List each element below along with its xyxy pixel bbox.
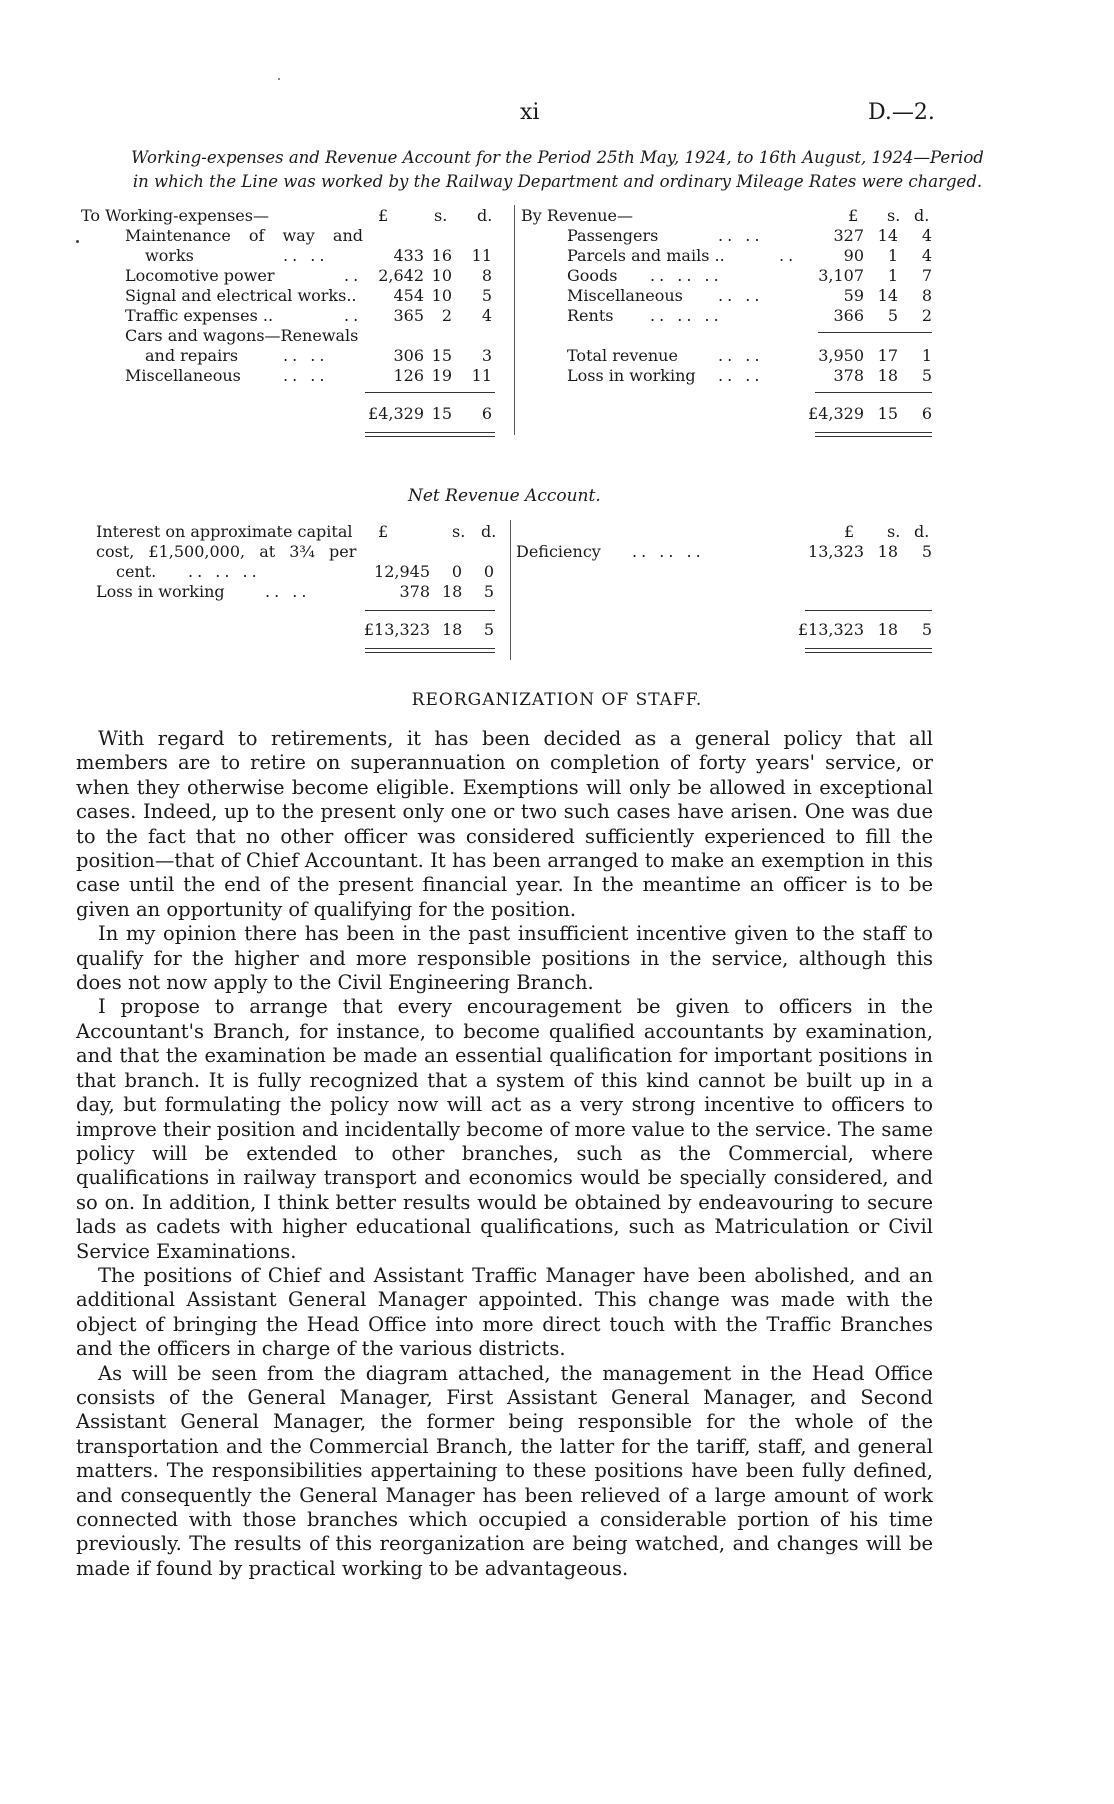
- debit-row-label: Locomotive power: [125, 266, 275, 285]
- credit-row-label: Parcels and mails ..: [567, 246, 725, 265]
- debit-double-rule-top: [365, 432, 495, 433]
- credit-row-leader: ..: [779, 246, 798, 265]
- ledger-divider: [514, 205, 515, 435]
- net-credit-leader: .. .. ..: [632, 542, 705, 561]
- debit-row-shillings: 15: [431, 346, 452, 365]
- credit-row-leader: .. .. ..: [650, 306, 723, 325]
- debit-total-pounds: £4,329: [368, 404, 424, 423]
- net-debit-leader: .. .. ..: [188, 562, 261, 581]
- credit-row-pence: 4: [921, 226, 932, 245]
- debit-row-pounds: 433: [393, 246, 424, 265]
- credit-row-label: Goods: [567, 266, 618, 285]
- paragraph: With regard to retirements, it has been decided as a general policy that all members are to retire on superannuation on completion of forty years' service, or when they otherwise become eligible. Exemptions will only be allowed in exceptional cases. Indeed, up to the present only one or two such cases have arisen. One was due to the fact that no other officer was considered sufficiently experienced to fill the position—that of Chief Accountant. It has been arranged to make an exemption in this case until the end of the present financial year. In the meantime an officer is to be given an opportunity of qualifying for the position.: [76, 727, 933, 921]
- debit-row-leader: .. ..: [283, 246, 329, 265]
- debit-row-pence: 11: [471, 246, 492, 265]
- debit-row-pence: 11: [471, 366, 492, 385]
- credit-row-shillings: 5: [887, 306, 898, 325]
- debit-row-label: Signal and electrical works..: [125, 286, 357, 305]
- debit-row-pence: 4: [481, 306, 492, 325]
- net-debit-leader: .. ..: [265, 582, 311, 601]
- credit-row-leader: .. ..: [718, 226, 764, 245]
- col-pence: d.: [914, 206, 930, 225]
- scan-speck: [278, 78, 280, 80]
- credit-row-pence: 8: [921, 286, 932, 305]
- net-debit-total-pence: 5: [483, 620, 494, 639]
- credit-heading: By Revenue—: [521, 206, 633, 225]
- credit-row-pounds: 366: [833, 306, 864, 325]
- debit-total-rule: [365, 392, 495, 393]
- section-body: [76, 727, 933, 1581]
- debit-row-label: Miscellaneous: [125, 366, 241, 385]
- col-pound: £: [378, 522, 389, 541]
- col-pound: £: [378, 206, 389, 225]
- credit-row-label: Rents: [567, 306, 614, 325]
- credit-row-pence: 4: [921, 246, 932, 265]
- debit-row-pounds: 126: [393, 366, 424, 385]
- debit-row-leader: ..: [344, 306, 363, 325]
- debit-heading: To Working-expenses—: [81, 206, 269, 225]
- credit-subtotal-pence: 1: [921, 346, 932, 365]
- net-credit-shillings: 18: [877, 542, 898, 561]
- credit-subtotal-rule: [818, 332, 932, 333]
- net-debit-line: Interest on approximate capital: [96, 522, 353, 541]
- net-debit-line: Loss in working: [96, 582, 225, 601]
- net-debit-total-pounds: £13,323: [363, 620, 430, 639]
- account-caption-line-2: in which the Line was worked by the Railway Department and ordinary Mileage Rates were charged.: [132, 172, 983, 191]
- col-pence: d.: [914, 522, 930, 541]
- credit-row-pence: 2: [921, 306, 932, 325]
- debit-row-leader: .. ..: [283, 366, 329, 385]
- net-credit-double-rule-bottom: [805, 652, 932, 653]
- debit-row-pounds: 454: [393, 286, 424, 305]
- credit-double-rule-bottom: [815, 436, 932, 437]
- net-credit-pounds: 13,323: [808, 542, 864, 561]
- account-caption-line-1: Working-expenses and Revenue Account for the Period 25th May, 1924, to 16th August, 1924—Period: [131, 148, 984, 167]
- credit-total-shillings: 15: [877, 404, 898, 423]
- debit-row-shillings: 10: [431, 286, 452, 305]
- net-credit-total-rule: [805, 610, 932, 611]
- debit-row-shillings: 16: [431, 246, 452, 265]
- credit-row-leader: .. ..: [718, 286, 764, 305]
- debit-row-pence: 5: [481, 286, 492, 305]
- credit-row-label: Passengers: [567, 226, 659, 245]
- credit-subtotal-label: Loss in working: [567, 366, 696, 385]
- credit-total-pence: 6: [921, 404, 932, 423]
- paragraph: I propose to arrange that every encouragement be given to officers in the Accountant's Branch, for instance, to become qualified accountants by examination, and that the examination be made an essential qualification for important positions in that branch. It is fully recognized that a system of this kind cannot be built up in a day, but formulating the policy now will act as a very strong incentive to officers to improve their position and incidentally become of more value to the service. The same policy will be extended to other branches, such as the Commercial, where qualifications in railway transport and economics would be specially considered, and so on. In addition, I think better results would be obtained by endeavouring to secure lads as cadets with higher educational qualifications, such as Matriculation or Civil Service Examinations.: [76, 995, 933, 1263]
- col-pound: £: [848, 206, 859, 225]
- net-account-title: Net Revenue Account.: [408, 486, 601, 506]
- debit-row-label: and repairs: [145, 346, 239, 365]
- debit-row-pounds: 2,642: [378, 266, 424, 285]
- debit-total-pence: 6: [481, 404, 492, 423]
- net-debit-pence: 0: [483, 562, 494, 581]
- net-debit-double-rule-bottom: [365, 652, 495, 653]
- net-debit-pence: 5: [483, 582, 494, 601]
- net-debit-shillings: 0: [451, 562, 462, 581]
- net-debit-total-shillings: 18: [442, 620, 463, 639]
- net-debit-total-rule: [365, 610, 495, 611]
- debit-row-pence: 3: [481, 346, 492, 365]
- net-debit-pounds: 378: [399, 582, 430, 601]
- debit-row-shillings: 19: [431, 366, 452, 385]
- paragraph: The positions of Chief and Assistant Traffic Manager have been abolished, and an additional Assistant General Manager appointed. This change was made with the object of bringing the Head Office into more direct touch with the Traffic Branches and the officers in charge of the various districts.: [76, 1263, 933, 1361]
- col-pence: d.: [481, 522, 497, 541]
- page-number: xi: [520, 100, 540, 125]
- net-debit-line: cent.: [116, 562, 157, 581]
- debit-row-shillings: 2: [441, 306, 452, 325]
- paragraph: In my opinion there has been in the past insufficient incentive given to the staff to qualify for the higher and more responsible positions in the service, although this does not now apply to the Civil Engineering Branch.: [76, 922, 933, 995]
- debit-row-pounds: 306: [393, 346, 424, 365]
- paragraph: As will be seen from the diagram attached, the management in the Head Office consists of the General Manager, First Assistant General Manager, and Second Assistant General Manager, the former being responsible for the whole of the transportation and the Commercial Branch, the latter for the tariff, staff, and general matters. The responsibilities appertaining to these positions have been fully defined, and consequently the General Manager has been relieved of a large amount of work connected with those branches which occupied a considerable portion of his time previously. The results of this reorganization are being watched, and changes will be made if found by practical working to be advantageous.: [76, 1361, 933, 1580]
- credit-row-leader: .. .. ..: [650, 266, 723, 285]
- credit-subtotal-shillings: 17: [877, 346, 898, 365]
- net-debit-line: cost, £1,500,000, at 3¾ per: [96, 542, 357, 561]
- credit-subtotal-pence: 5: [921, 366, 932, 385]
- debit-row-label: Cars and wagons—Renewals: [125, 326, 359, 345]
- debit-row-shillings: 10: [431, 266, 452, 285]
- net-credit-label: Deficiency: [516, 542, 601, 561]
- col-shillings: s.: [887, 206, 901, 225]
- credit-row-pounds: 3,107: [818, 266, 864, 285]
- margin-dot: [76, 240, 79, 243]
- credit-double-rule-top: [815, 432, 932, 433]
- net-credit-pence: 5: [921, 542, 932, 561]
- debit-double-rule-bottom: [365, 436, 495, 437]
- col-pound: £: [844, 522, 855, 541]
- credit-row-shillings: 1: [887, 266, 898, 285]
- credit-subtotal-label: Total revenue: [567, 346, 678, 365]
- col-shillings: s.: [452, 522, 466, 541]
- debit-row-pence: 8: [481, 266, 492, 285]
- credit-subtotal-pounds: 3,950: [818, 346, 864, 365]
- section-heading: REORGANIZATION OF STAFF.: [411, 690, 703, 710]
- credit-row-shillings: 1: [887, 246, 898, 265]
- net-ledger-divider: [510, 520, 511, 660]
- credit-row-shillings: 14: [877, 286, 898, 305]
- net-credit-total-pence: 5: [921, 620, 932, 639]
- net-debit-pounds: 12,945: [374, 562, 430, 581]
- debit-row-leader: ..: [344, 266, 363, 285]
- credit-subtotal-leader: .. ..: [718, 366, 764, 385]
- debit-row-leader: .. ..: [283, 346, 329, 365]
- credit-row-pounds: 59: [843, 286, 864, 305]
- col-shillings: s.: [887, 522, 901, 541]
- credit-subtotal-pounds: 378: [833, 366, 864, 385]
- net-debit-shillings: 18: [442, 582, 463, 601]
- debit-row-label: Traffic expenses ..: [125, 306, 274, 325]
- credit-row-pence: 7: [921, 266, 932, 285]
- net-debit-double-rule-top: [365, 648, 495, 649]
- credit-subtotal-shillings: 18: [877, 366, 898, 385]
- debit-row-label: works: [145, 246, 194, 265]
- col-shillings: s.: [434, 206, 448, 225]
- net-credit-total-pounds: £13,323: [797, 620, 864, 639]
- credit-subtotal-leader: .. ..: [718, 346, 764, 365]
- col-pence: d.: [477, 206, 493, 225]
- net-credit-total-shillings: 18: [877, 620, 898, 639]
- credit-row-pounds: 90: [843, 246, 864, 265]
- page-reference: D.—2.: [868, 100, 935, 125]
- debit-row-label: Maintenance of way and: [125, 226, 363, 245]
- credit-total-rule: [815, 392, 932, 393]
- debit-row-pounds: 365: [393, 306, 424, 325]
- credit-row-pounds: 327: [833, 226, 864, 245]
- net-credit-double-rule-top: [805, 648, 932, 649]
- debit-total-shillings: 15: [431, 404, 452, 423]
- credit-row-shillings: 14: [877, 226, 898, 245]
- credit-row-label: Miscellaneous: [567, 286, 683, 305]
- credit-total-pounds: £4,329: [808, 404, 864, 423]
